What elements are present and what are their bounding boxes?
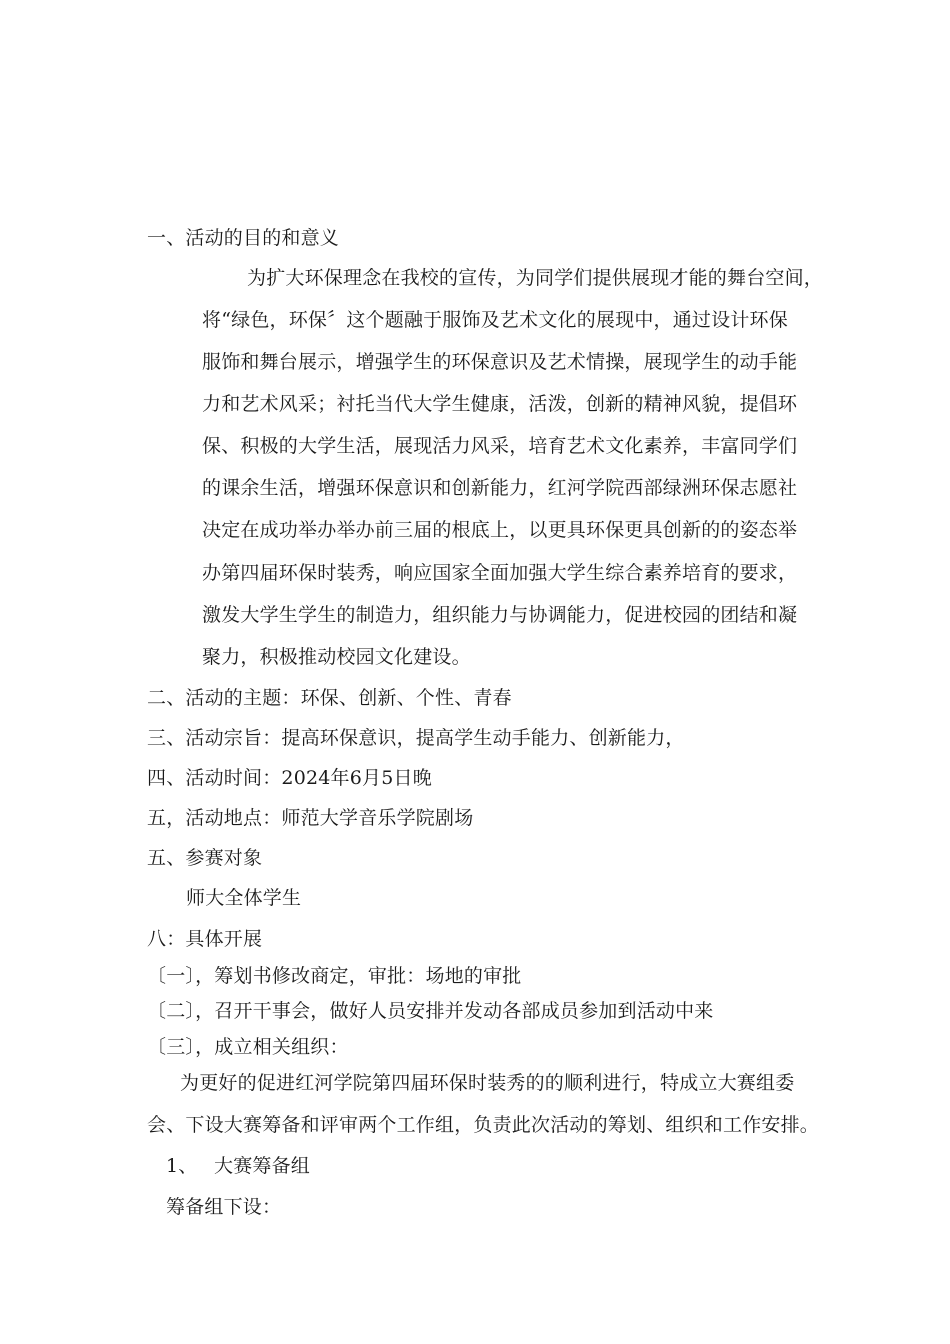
section-1-paragraph-line: 的课余生活，增强环保意识和创新能力，红河学院西部绿洲环保志愿社 [202,477,798,499]
section-5-location: 五，活动地点：师范大学音乐学院剧场 [147,807,474,829]
step-2: 〔二〕，召开干事会，做好人员安排并发动各部成员参加到活动中来 [147,1000,714,1022]
section-4-time: 四、活动时间：2024年6月5日晚 [147,767,432,789]
section-1-paragraph-line: 为扩大环保理念在我校的宣传，为同学们提供展现才能的舞台空间， [247,267,824,289]
section-1-paragraph-line: 保、积极的大学生活，展现活力风采，培育艺术文化素养，丰富同学们 [202,435,798,457]
step-3: 〔三〕，成立相关组织： [147,1036,349,1058]
section-1-heading: 一、活动的目的和意义 [147,227,340,249]
group-1-title: 大赛筹备组 [214,1155,311,1177]
section-1-paragraph-line: 力和艺术风采；衬托当代大学生健康，活泼，创新的精神风貌，提倡环 [202,393,798,415]
organization-paragraph-line: 会、下设大赛筹备和评审两个工作组，负责此次活动的筹划、组织和工作安排。 [147,1114,820,1136]
group-1-subheading: 筹备组下设： [166,1196,282,1218]
section-1-paragraph-line: 激发大学生学生的制造力，组织能力与协调能力，促进校园的团结和凝 [202,604,798,626]
section-8-heading: 八：具体开展 [147,928,263,950]
section-2-theme: 二、活动的主题：环保、创新、个性、青春 [147,687,512,709]
section-1-paragraph-line: 聚力，积极推动校园文化建设。 [202,646,471,668]
group-1-number: 1、 [166,1155,198,1177]
section-5-participants-heading: 五、参赛对象 [147,847,263,869]
section-1-paragraph-line: 决定在成功举办举办前三届的根底上，以更具环保更具创新的的姿态举 [202,519,798,541]
step-1: 〔一〕，筹划书修改商定，审批：场地的审批 [147,965,522,987]
organization-paragraph-line: 为更好的促进红河学院第四届环保时装秀的的顺利进行，特成立大赛组委 [180,1072,795,1094]
section-1-paragraph-line: 服饰和舞台展示，增强学生的环保意识及艺术情操，展现学生的动手能 [202,351,798,373]
participants-text: 师大全体学生 [186,887,302,909]
group-1-heading [166,1157,310,1176]
section-3-purpose: 三、活动宗旨：提高环保意识，提高学生动手能力、创新能力， [147,727,685,749]
section-1-paragraph-line: 办第四届环保时装秀，响应国家全面加强大学生综合素养培育的要求， [202,562,798,584]
section-1-paragraph-line: 将“绿色，环保〞这个题融于服饰及艺术文化的展现中，通过设计环保 [202,309,788,331]
